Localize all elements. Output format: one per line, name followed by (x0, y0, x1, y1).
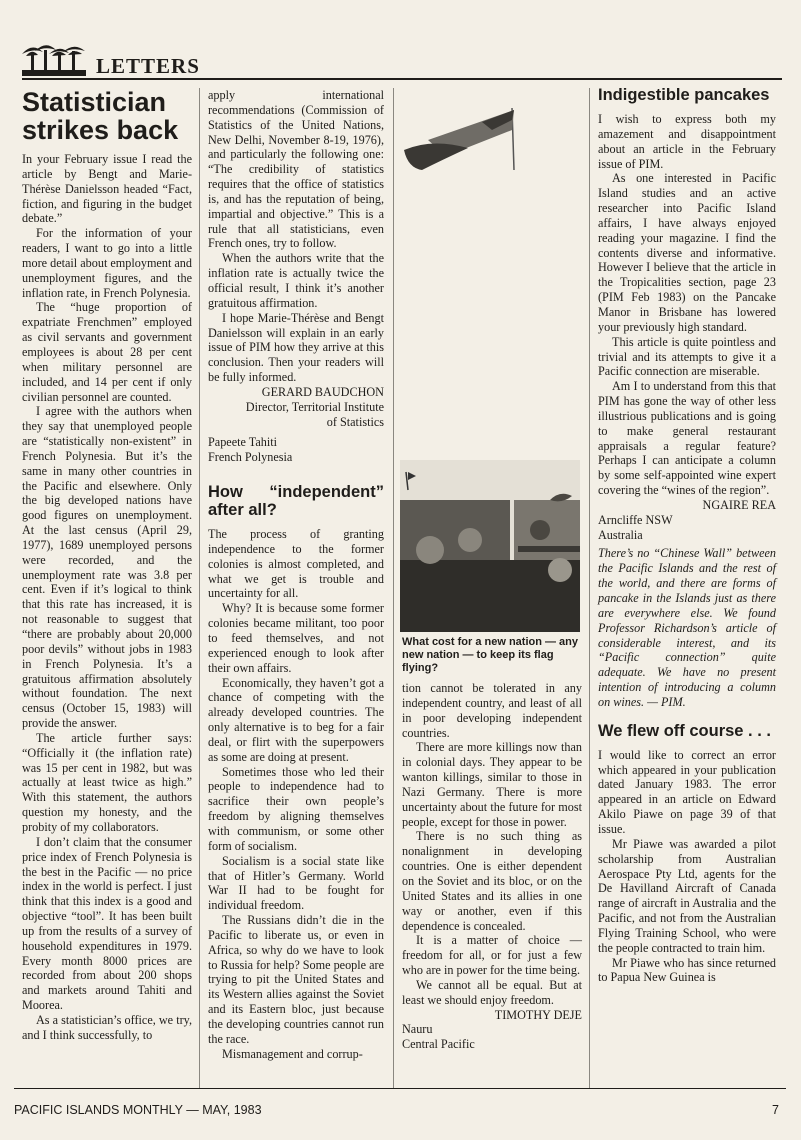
signature-title: Director, Territorial Institute (245, 399, 384, 414)
signature-name: GERARD BAUDCHON (261, 384, 384, 399)
signature-title: of Statistics (326, 414, 384, 429)
paragraph: Why? It is because some former colonies became militant, too poor to feed themselves, and not experienced enough to look after their own affairs. (208, 601, 384, 675)
signature-place: Papeete Tahiti (208, 435, 277, 450)
paragraph: For the information of your readers, I want to go into a little more detail about employment and unemployment figures, and the inflation rate, in French Polynesia. (22, 226, 192, 300)
flag-illustration (402, 100, 582, 210)
headline-statistician: Statistician strikes back (22, 87, 179, 145)
headline-flew-off-course: We flew off course . . . (598, 721, 771, 740)
paragraph: I agree with the authors when they say that unemployed people are “statistically non-existent” in French Polynesia. But it’s the same in many other countries in the Pacific and elsewhere. Only the big developed nations have good figures on unemployment. At the last census (April 29, 1977), 1689 unemployed persons were recorded, and the unemployment rate was 3.8 per cent. Even if it’s logical to think that this rate has increased, it is not reasonable to suggest that “there are probably about 20,000 poor devils” without jobs in 1983 in French Polynesia. It’s a gratuitous affirmation absolutely without foundation. The next census (October 15, 1983) will provide the answer. (22, 404, 192, 731)
section-title: LETTERS (96, 54, 200, 78)
paragraph: The article further says: “Officially it (the inflation rate) was 15 per cent in 1982, but was actually at least twice as high.” With this statement, the authors question my honesty, and the probity of my collaborators. (22, 730, 192, 834)
paragraph: The Russians didn’t die in the Pacific to liberate us, or even in Africa, so why do we have to look to Russia for help? Some people are trying to pit the United States and its Western allies against the Soviet and its Eastern bloc, just because the developing countries cannot run the race. (208, 913, 384, 1046)
signature-name: NGAIRE REA (702, 497, 776, 512)
letter-pancakes (598, 86, 776, 985)
paragraph: This article is quite pointless and trivial and its attempts to give it a Pacific connection are miserable. (598, 334, 776, 379)
paragraph: apply international recommendations (Commission of Statistics of the United Nations, New Delhi, November 8-19, 1976), and particularly the following one: “The credibility of statistics requires that the office of statistics is, and has the reputation of being, impartial and objective.” This is a rule that all statisticians, even French ones, try to follow. (208, 88, 384, 251)
paragraph: Am I to understand from this that PIM has gone the way of other less illustrious publications and is going to make general restaurant appraisals a regular feature? Perhaps I can anticipate a column by some self-appointed wine expert covering the “wines of the region”. (598, 379, 776, 498)
headline-pancakes: Indigestible pancakes (598, 86, 770, 104)
header-rule (22, 78, 782, 80)
footer-publication: PACIFIC ISLANDS MONTHLY — MAY, 1983 (14, 1103, 262, 1117)
headline-independent: How “independent” after all? (208, 483, 384, 520)
paragraph: There are more killings now than in colonial days. They appear to be wanton killings, similar to those in Nazi Germany. There is more uncertainty about the future for most people, except for those in power. (402, 740, 582, 829)
paragraph: In your February issue I read the article by Bengt and Marie-Thérèse Danielsson headed “Fact, fiction, and figuring in the budget debate.” (22, 152, 192, 226)
letter-continued-2 (402, 681, 582, 1052)
signature-place: Nauru (402, 1022, 433, 1037)
paragraph: When the authors write that the inflation rate is actually twice the official result, I think it’s another gratuitous affirmation. (208, 251, 384, 310)
letter-continued (208, 88, 384, 1061)
section-header (22, 40, 782, 80)
palm-trees-logo (22, 42, 86, 76)
signature-name: TIMOTHY DEJE (494, 1007, 582, 1022)
editor-note: There’s no “Chinese Wall” between the Pacific Islands and the rest of the world, and there are forms of pancake in the Islands just as there are everywhere else. We found Professor Richardson’s article of considerable interest, and its “Pacific connection” quite adequate. We have no present intention of introducing a column on wines. — PIM. (598, 546, 776, 709)
paragraph: There is no such thing as nonalignment in developing countries. One is either dependent on the Soviet and its bloc, or on the United States and its allies in one way or another, even if this dependence is concealed. (402, 829, 582, 933)
page-number: 7 (772, 1103, 779, 1117)
column-divider (393, 88, 394, 1088)
paragraph: The process of granting independence to the former colonies is almost completed, and what we get is trouble and uncertainty for all. (208, 527, 384, 601)
paragraph: Mr Piawe was awarded a pilot scholarship from Australian Aerospace Pty Ltd, agents for the De Havilland Aircraft of Canada range of aircraft in Australia and the Pacific, and not from the Australian Flying Training School, who were the people contracted to train him. (598, 836, 776, 955)
paragraph: I would like to correct an error which appeared in your publication dated January 1983. The error appeared in an article on Edward Akilo Piawe on page 39 of that issue. (598, 747, 776, 836)
paragraph: I don’t claim that the consumer price index of French Polynesia is the best in the Pacific — no price index in the world is perfect. I just think that this index is a good and objective “tool”. It has been built up from the results of a survey of household expenditures in 1979. Every month 8000 prices are recorded from about 200 shops and markets around Tahiti and Moorea. (22, 834, 192, 1013)
paragraph: Economically, they haven’t got a chance of competing with the already developed countries. The only alternative is to beg for a fair deal, or flirt with the superpowers as some are doing at present. (208, 675, 384, 764)
paragraph: The “huge proportion of expatriate Frenchmen” employed as civil servants and government employees is about 28 per cent when military personnel are included, and 14 per cent if only civilian personnel are counted. (22, 300, 192, 404)
paragraph: As one interested in Pacific Island studies and an active researcher into Pacific Island affairs, I have always enjoyed reading your magazine. I find the contents diverse and informative. However I believe that the article in the Tropicalities section, page 23 (PIM Feb 1983) on the Pancake Manor in Brisbane has lowered your previously high standard. (598, 171, 776, 334)
paragraph: Socialism is a social state like that of Hitler’s Germany. World War II had to be fought for individual freedom. (208, 853, 384, 913)
signature-place: Central Pacific (402, 1037, 475, 1052)
paragraph: Mr Piawe who has since returned to Papua New Guinea is (598, 955, 776, 985)
crowd-photo (400, 460, 580, 632)
paragraph: Sometimes those who led their people to independence had to sacrifice their own people’s freedom by aligning themselves with communism, or some other form of socialism. (208, 764, 384, 853)
paragraph: tion cannot be tolerated in any independent country, and least of all in poor developing independent countries. (402, 681, 582, 740)
paragraph: As a statistician’s office, we try, and I think successfully, to (22, 1012, 192, 1042)
paragraph: I wish to express both my amazement and disappointment about an article in the February issue of PIM. (598, 112, 776, 171)
signature-place: French Polynesia (208, 450, 293, 465)
signature-place: Arncliffe NSW (598, 512, 673, 527)
footer-rule (14, 1088, 786, 1089)
paragraph: It is a matter of choice — freedom for all, or for just a few who are in power for the time being. (402, 933, 582, 978)
paragraph: We cannot all be equal. But at least we should enjoy freedom. (402, 977, 582, 1007)
paragraph: I hope Marie-Thérèse and Bengt Danielsson will explain in an early issue of PIM how they arrive at this conclusion. Then your readers will be fully informed. (208, 310, 384, 385)
letter-statistician (22, 88, 192, 1043)
column-divider (199, 88, 200, 1088)
photo-caption: What cost for a new nation — any new nation — to keep its flag flying? (402, 636, 579, 674)
signature-place: Australia (598, 527, 643, 542)
column-divider (589, 88, 590, 1088)
paragraph: Mismanagement and corrup- (222, 1046, 363, 1061)
